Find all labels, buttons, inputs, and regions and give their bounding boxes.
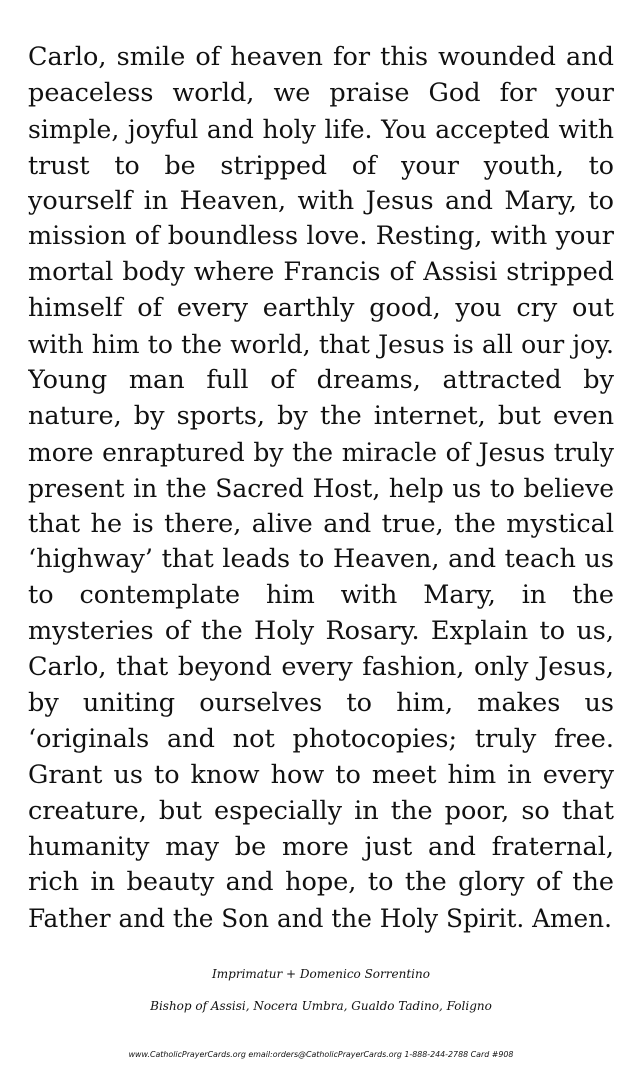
prayer-line: more enraptured by the miracle of Jesus truly [28,437,614,467]
prayer-line: mysteries of the Holy Rosary. Explain to us, [28,616,614,647]
prayer-line: simple, joyful and holy life. You accepted with [28,114,614,144]
prayer-line: Father and the Son and the Holy Spirit. Amen. [28,904,612,934]
prayer-line: to contemplate him with Mary, in the [28,580,614,611]
prayer-line: by uniting ourselves to him, makes us [28,688,614,719]
bishop-line: Bishop of Assisi, Nocera Umbra, Gualdo Tadino, Foligno [150,999,492,1013]
prayer-line: peaceless world, we praise God for your [28,77,614,108]
prayer-line: yourself in Heaven, with Jesus and Mary, to [28,185,614,216]
prayer-line: creature, but especially in the poor, so that [28,795,614,826]
imprimatur-block [0,958,642,1022]
prayer-line: rich in beauty and hope, to the glory of the [28,867,614,898]
prayer-line: nature, by sports, by the internet, but even [28,400,614,431]
prayer-line: trust to be stripped of your youth, to [28,150,614,180]
prayer-line: present in the Sacred Host, help us to believe [28,473,614,503]
prayer-line: himself of every earthly good, you cry out [28,293,614,324]
prayer-line: that he is there, alive and true, the mystical [28,508,614,539]
footer-contact: www.CatholicPrayerCards.org email:orders@CatholicPrayerCards.org 1-888-244-2788 Card #908 [128,1050,514,1059]
prayer-line: with him to the world, that Jesus is all our joy. [28,330,614,360]
prayer-line: Carlo, that beyond every fashion, only Jesus, [28,652,614,683]
prayer-line: Carlo, smile of heaven for this wounded and [28,42,614,72]
prayer-line: mortal body where Francis of Assisi stripped [28,257,614,288]
prayer-line: mission of boundless love. Resting, with your [28,221,614,252]
prayer-line: Grant us to know how to meet him in every [28,759,614,790]
prayer-line: Young man full of dreams, attracted by [28,365,614,396]
prayer-text [28,40,614,937]
prayer-line: ‘originals and not photocopies; truly free. [28,723,614,754]
prayer-line: ‘highway’ that leads to Heaven, and teach us [28,544,614,575]
prayer-line: humanity may be more just and fraternal, [28,831,614,862]
imprimatur-line: Imprimatur + Domenico Sorrentino [212,967,430,981]
